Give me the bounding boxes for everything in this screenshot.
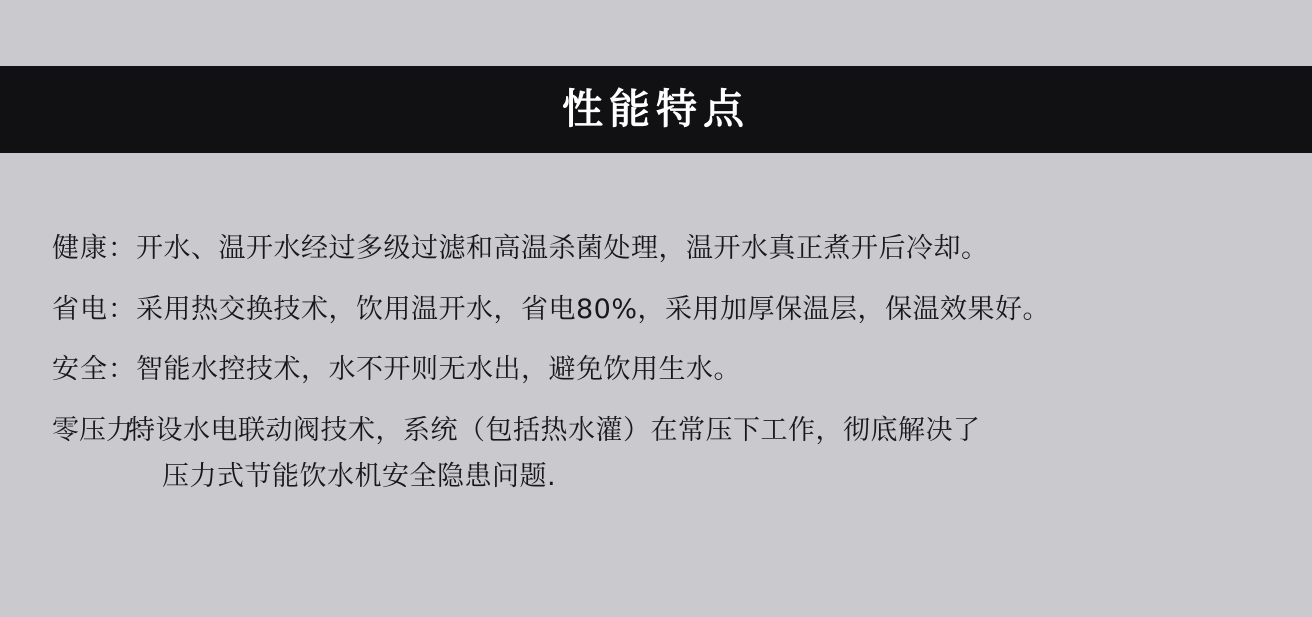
list-item [0, 232, 1312, 267]
feature-text [136, 293, 1312, 328]
feature-label: 零压力： [52, 414, 160, 446]
list-item [0, 353, 1312, 388]
feature-text [136, 232, 1312, 267]
feature-text-line: 开水、温开水经过多级过滤和高温杀菌处理，温开水真正煮开后冷却。 [136, 233, 989, 264]
feature-label: 安全： [52, 354, 136, 386]
page-title: 性能特点 [562, 85, 750, 133]
feature-text [128, 414, 1312, 495]
feature-list [0, 232, 1312, 521]
feature-text-line: 采用热交换技术，饮用温开水，省电80%，采用加厚保温层，保温效果好。 [136, 293, 1051, 325]
list-item [0, 293, 1312, 328]
list-item [0, 414, 1312, 495]
feature-label: 省电： [52, 293, 136, 325]
feature-text-line: 智能水控技术，水不开则无水出，避免饮用生水。 [136, 354, 741, 386]
feature-label: 健康： [52, 233, 136, 264]
feature-text-line: 压力式节能饮水机安全隐患问题. [162, 461, 557, 493]
feature-text [136, 353, 1312, 388]
title-banner [0, 66, 1312, 153]
feature-text-line: 特设水电联动阀技术，系统（包括热水灌）在常压下工作，彻底解决了 [128, 414, 981, 446]
